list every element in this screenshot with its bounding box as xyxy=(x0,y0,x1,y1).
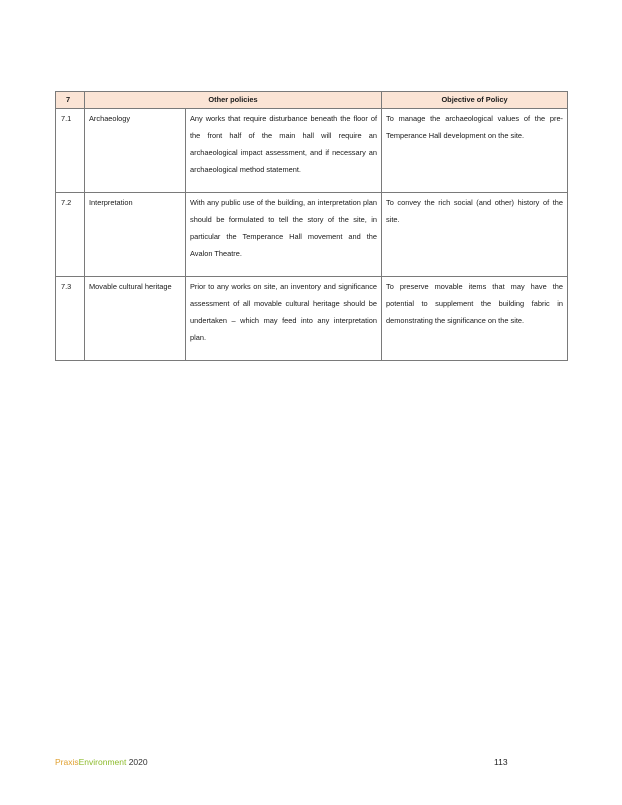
header-number: 7 xyxy=(56,92,85,109)
footer-year: 2020 xyxy=(126,757,148,767)
row-topic: Archaeology xyxy=(85,109,186,193)
table-row xyxy=(56,109,568,193)
row-policy: With any public use of the building, an interpretation plan should be formulated to tell the story of the site, in particular the Temperance Hall movement and the Avalon Theatre. xyxy=(186,193,382,277)
row-number: 7.3 xyxy=(56,277,85,361)
row-number: 7.2 xyxy=(56,193,85,277)
table-row xyxy=(56,193,568,277)
header-objective: Objective of Policy xyxy=(382,92,568,109)
page-number: 113 xyxy=(494,757,508,767)
brand-praxis: Praxis xyxy=(55,757,79,767)
policy-table xyxy=(55,91,568,361)
table-row xyxy=(56,277,568,361)
footer-brand xyxy=(55,757,148,767)
row-objective: To preserve movable items that may have the potential to supplement the building fabric in demonstrating the significance on the site. xyxy=(382,277,568,361)
row-objective: To manage the archaeological values of the pre-Temperance Hall development on the site. xyxy=(382,109,568,193)
row-topic: Movable cultural heritage xyxy=(85,277,186,361)
row-topic: Interpretation xyxy=(85,193,186,277)
table-header-row xyxy=(56,92,568,109)
brand-environment: Environment xyxy=(78,757,127,767)
row-policy: Any works that require disturbance beneath the floor of the front half of the main hall will require an archaeological impact assessment, and if necessary an archaeological method statement. xyxy=(186,109,382,193)
row-policy: Prior to any works on site, an inventory and significance assessment of all movable cultural heritage should be undertaken – which may feed into any interpretation plan. xyxy=(186,277,382,361)
row-objective: To convey the rich social (and other) history of the site. xyxy=(382,193,568,277)
header-other-policies: Other policies xyxy=(85,92,382,109)
row-number: 7.1 xyxy=(56,109,85,193)
